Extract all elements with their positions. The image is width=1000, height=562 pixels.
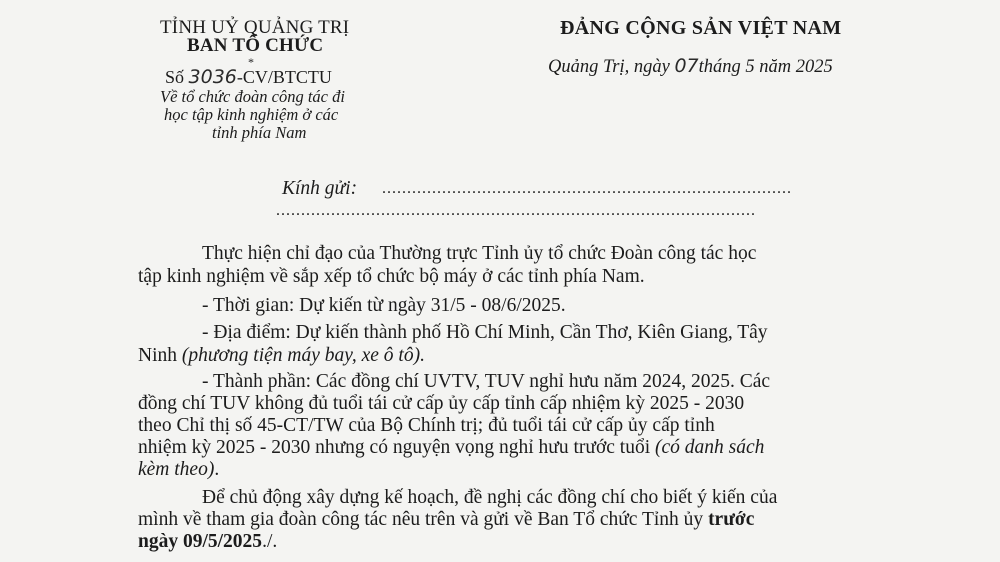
deadline-date: ngày 09/5/2025 [138, 531, 263, 552]
header-star: * [248, 55, 254, 69]
request-line-2-text: mình về tham gia đoàn công tác nêu trên và gửi về Ban Tổ chức Tỉnh ủy [138, 509, 709, 530]
request-line-3-end: ./. [262, 531, 278, 552]
doc-number-suffix: -CV/BTCTU [236, 67, 332, 87]
place-date-prefix: Quảng Trị, ngày [548, 57, 675, 77]
composition-line-4-italic: (có danh sách [655, 437, 765, 458]
place-date [548, 55, 833, 78]
subject-line-1: Về tổ chức đoàn công tác đi [160, 87, 345, 106]
place-line-2-text: Ninh [138, 345, 182, 366]
doc-number-handwritten: 3036 [188, 66, 237, 88]
subject-line-2: học tập kinh nghiệm ở các [164, 105, 339, 124]
time-line: - Thời gian: Dự kiến từ ngày 31/5 - 08/6/2025. [202, 295, 566, 316]
issuer-province: TỈNH UỶ QUẢNG TRỊ [160, 17, 350, 38]
composition-line-4-text: nhiệm kỳ 2025 - 2030 nhưng có nguyện vọng nghỉ hưu trước tuổi [138, 437, 656, 458]
doc-number-prefix: Số [165, 67, 189, 87]
signature-block-fragment [656, 554, 756, 562]
request-line-2-bold: trước [708, 509, 755, 530]
request-line-3 [138, 531, 277, 553]
recipient-label: Kính gửi: [282, 178, 358, 199]
composition-line-4 [138, 437, 764, 459]
composition-line-2: đồng chí TUV không đủ tuổi tái cử cấp ủy cấp tỉnh cấp nhiệm kỳ 2025 - 2030 [138, 393, 745, 414]
composition-line-1: - Thành phần: Các đồng chí UVTV, TUV nghỉ hưu năm 2024, 2025. Các [202, 371, 771, 392]
composition-line-3: theo Chỉ thị số 45-CT/TW của Bộ Chính trị; đủ tuổi tái cử cấp ủy cấp tỉnh [138, 415, 715, 436]
party-name: ĐẢNG CỘNG SẢN VIỆT NAM [560, 17, 842, 39]
place-date-suffix: tháng 5 năm 2025 [698, 57, 833, 77]
subject-line-3: tỉnh phía Nam [212, 123, 307, 142]
composition-line-5-italic: kèm theo) [138, 459, 215, 480]
request-line-2 [138, 509, 754, 531]
document-number [165, 66, 332, 88]
composition-line-5 [138, 459, 219, 481]
recipient-dots-1: .................................................................................. [382, 180, 792, 197]
recipient-dots-2: ................................................................................................ [276, 202, 756, 219]
place-line-1: - Địa điểm: Dự kiến thành phố Hồ Chí Minh, Cần Thơ, Kiên Giang, Tây [202, 322, 768, 343]
day-handwritten: 07 [674, 55, 699, 77]
place-line-2-italic: (phương tiện máy bay, xe ô tô). [181, 345, 425, 366]
request-line-1: Để chủ động xây dựng kế hoạch, đề nghị các đồng chí cho biết ý kiến của [202, 487, 778, 508]
intro-line-2: tập kinh nghiệm về sắp xếp tổ chức bộ máy ở các tỉnh phía Nam. [138, 266, 645, 287]
issuer-department: BAN TỔ CHỨC [187, 35, 324, 56]
place-line-2 [138, 345, 425, 367]
composition-line-5-end: . [214, 459, 220, 480]
intro-line-1: Thực hiện chỉ đạo của Thường trực Tỉnh ủy tổ chức Đoàn công tác học [202, 243, 757, 264]
